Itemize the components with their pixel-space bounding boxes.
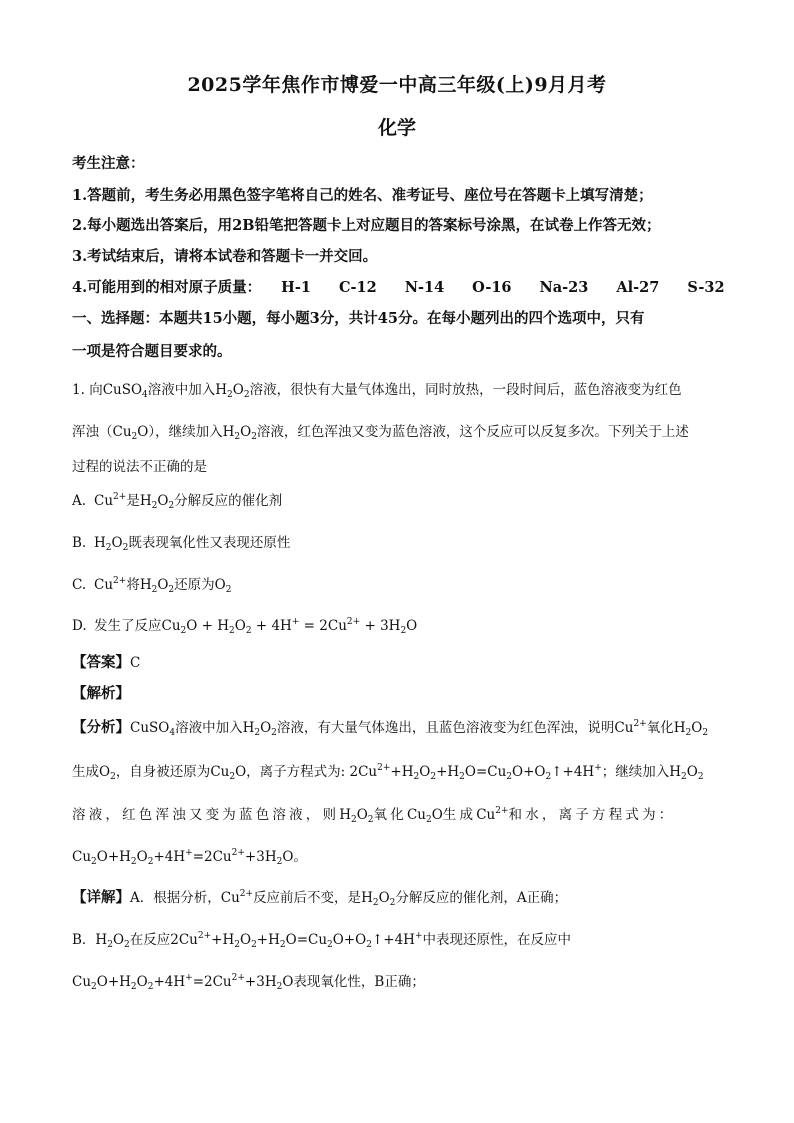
analysis-text: 溶液，有大量气体逸出，且蓝色溶液变为红色浑浊，说明 — [276, 720, 615, 736]
detail-text: 反应前后不变，是 — [253, 890, 362, 906]
stem-text: 溶液，红色浑浊又变为蓝色溶液，这个反应可以反复多次。下列关于上述 — [256, 424, 689, 440]
analysis-text: ，自身被还原为 — [115, 764, 211, 780]
formula-o2: $O_2$ — [214, 577, 232, 595]
stem-text: 溶液，很快有大量气体逸出，同时放热，一段时间后，蓝色溶液变为红色 — [249, 382, 682, 398]
detail-line-a — [72, 886, 567, 907]
section-heading-line-1: 一、选择题：本题共15小题，每小题3分，共计45分。在每小题列出的四个选项中，只有 — [72, 310, 645, 327]
exam-subject: 化学 — [377, 117, 416, 139]
option-b — [72, 531, 290, 551]
question-1-stem-line-1 — [72, 378, 682, 398]
formula-h2o2: $H_2O_2$ — [222, 424, 257, 442]
detail-text: 表现氧化性，B正确； — [293, 974, 425, 990]
notice-heading: 考生注意： — [72, 155, 145, 172]
formula-cu2plus: $Cu^{2+}$ — [94, 492, 127, 509]
formula-cu2o: $Cu_2O$ — [112, 424, 149, 442]
notice-item-1: 1.答题前，考生务必用黑色签字笔将自己的姓名、准考证号、座位号在答题卡上填写清楚； — [72, 187, 653, 204]
question-1-stem-line-3: 过程的说法不正确的是 — [72, 459, 207, 475]
mass-s: S-32 — [687, 279, 725, 296]
option-b-key: B. — [72, 535, 87, 551]
mass-h: H-1 — [281, 279, 311, 296]
detail-text: A．根据分析， — [130, 890, 221, 906]
formula-cuso4: CuSO$_4$ — [102, 382, 148, 400]
option-text: 还原为 — [174, 577, 215, 593]
analysis-text: 。 — [293, 849, 307, 865]
xiangjie-label: 【详解】 — [72, 889, 130, 906]
atomic-masses-label: 4.可能用到的相对原子质量： — [72, 279, 262, 296]
stem-text: 向 — [89, 382, 103, 398]
formula-cu2plus: $Cu^{2+}$ — [94, 576, 127, 593]
analysis-text: ；继续加入 — [601, 764, 670, 780]
equation-d: $Cu_2O + H_2O_2 + 4H^+ = 2Cu^{2+} + 3H_2O$ — [161, 617, 418, 636]
mass-n: N-14 — [404, 279, 445, 296]
stem-text: ），继续加入 — [148, 424, 223, 440]
formula-h2o2: $H_2O_2$ — [94, 535, 129, 553]
option-text: 将 — [126, 577, 140, 593]
formula-h2o2: $H_2O_2$ — [95, 932, 130, 950]
detail-text: 中表现还原性，在反应中 — [422, 932, 571, 948]
option-a-key: A. — [72, 493, 87, 509]
option-d-key: D. — [72, 618, 87, 634]
formula-cu2plus: $Cu^{2+}$ — [614, 719, 647, 736]
stem-text: 浑浊（ — [72, 424, 113, 440]
formula-h2o2: $H_2O_2$ — [139, 577, 175, 595]
answer — [72, 651, 140, 672]
formula-h2o2: $H_2O_2$ — [669, 764, 704, 782]
fenxi-label: 【分析】 — [72, 719, 130, 736]
option-a — [72, 489, 282, 509]
exam-title: 2025学年焦作市博爱一中高三年级(上)9月月考 — [187, 74, 607, 96]
analysis-text: 和水，离子方程式为： — [508, 807, 676, 823]
mass-c: C-12 — [338, 279, 377, 296]
analysis-text: 溶液，红色浑浊又变为蓝色溶液，则 — [72, 807, 340, 823]
equation-1: $2Cu^{2+}+H_2O_2+H_2O=Cu_2O+O_2↑+4H^+$ — [170, 931, 423, 950]
formula-cuso4: CuSO$_4$ — [130, 720, 176, 738]
formula-h2o2: $H_2O_2$ — [215, 382, 250, 400]
formula-cu2o: $Cu_2O$ — [406, 807, 443, 825]
stem-text: 溶液中加入 — [147, 382, 216, 398]
option-text: 是 — [126, 493, 140, 509]
notice-item-2: 2.每小题选出答案后，用2B铅笔把答题卡上对应题目的答案标号涂黑，在试卷上作答无效； — [72, 217, 661, 234]
formula-h2o2: $H_2O_2$ — [361, 890, 396, 908]
mass-na: Na-23 — [539, 279, 589, 296]
detail-text: 在反应 — [129, 932, 171, 948]
equation-2: $Cu_2O+H_2O_2+4H^+=2Cu^{2+}+3H_2O$ — [72, 973, 294, 992]
option-text: 发生了反应 — [94, 618, 162, 634]
option-c-key: C. — [72, 577, 87, 593]
option-text: 分解反应的催化剂 — [174, 493, 283, 509]
mass-al: Al-27 — [616, 279, 660, 296]
formula-cu2plus: $Cu^{2+}$ — [476, 806, 509, 823]
option-d — [72, 614, 417, 634]
formula-h2o2: $H_2O_2$ — [242, 720, 277, 738]
formula-h2o2: $H_2O_2$ — [339, 807, 374, 825]
detail-line-b-2 — [72, 970, 425, 990]
question-1-stem-line-2 — [72, 420, 689, 440]
analysis-line-2 — [72, 760, 704, 780]
analysis-text: 生成 — [442, 807, 477, 823]
atomic-masses — [72, 276, 753, 297]
detail-text: B． — [72, 932, 96, 948]
analysis-line-4 — [72, 845, 307, 865]
detail-text: 分解反应的催化剂，A正确； — [395, 890, 568, 906]
formula-h2o2: $H_2O_2$ — [673, 720, 709, 738]
analysis-line-1 — [72, 716, 708, 737]
analysis-text: 生成 — [72, 764, 99, 780]
equation-1: $2Cu^{2+}+H_2O_2+H_2O=Cu_2O+O_2↑+4H^+$ — [349, 763, 602, 782]
option-c — [72, 573, 231, 593]
question-number: 1. — [72, 382, 85, 398]
answer-value: C — [130, 655, 141, 671]
notice-item-3: 3.考试结束后，请将本试卷和答题卡一并交回。 — [72, 248, 378, 265]
analysis-label: 【解析】 — [72, 685, 130, 702]
analysis-text: 溶液中加入 — [175, 720, 243, 736]
analysis-line-3 — [72, 803, 676, 823]
mass-o: O-16 — [472, 279, 512, 296]
detail-line-b — [72, 928, 571, 948]
analysis-text: 氧化 — [646, 720, 674, 736]
analysis-text: 氧化 — [373, 807, 407, 823]
option-text: 既表现氧化性又表现还原性 — [128, 535, 291, 551]
answer-label: 【答案】 — [72, 654, 130, 671]
formula-o2: $O_2$ — [99, 764, 116, 782]
formula-h2o2: $H_2O_2$ — [139, 493, 175, 511]
section-heading-line-2: 一项是符合题目要求的。 — [72, 343, 232, 360]
formula-cu2plus: $Cu^{2+}$ — [220, 889, 254, 906]
equation-2: $Cu_2O+H_2O_2+4H^+=2Cu^{2+}+3H_2O$ — [72, 848, 294, 867]
formula-cu2o: $Cu_2O$ — [210, 764, 247, 782]
analysis-text: ，离子方程式为: — [246, 764, 346, 780]
